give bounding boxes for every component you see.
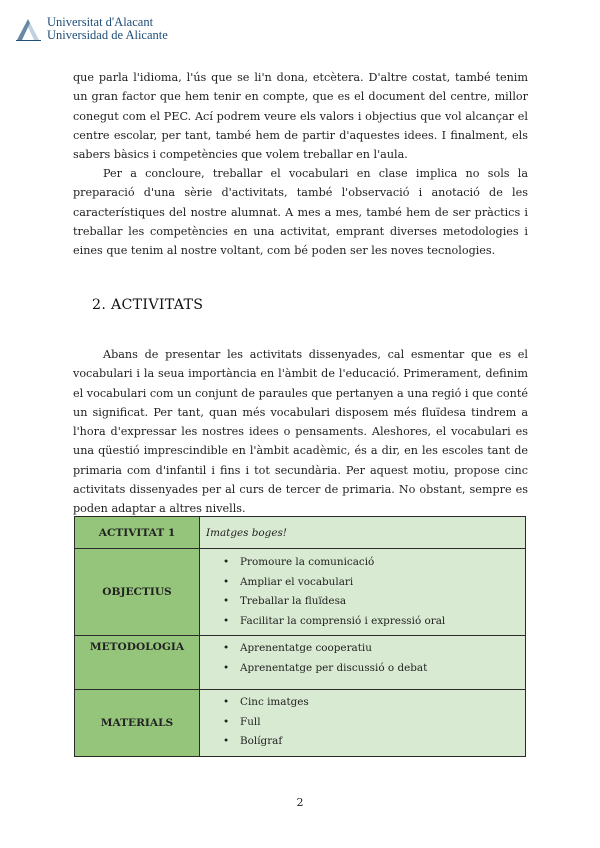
- university-name: [47, 16, 168, 42]
- materials-cell: [200, 690, 526, 757]
- university-name-line1: Universitat d'Alacant: [47, 15, 154, 29]
- paragraph-intro-continuation: que parla l'idioma, l'ús que se li'n dona, etcètera. D'altre costat, també tenim un gran factor que hem tenir en compte, que es el document del centre, millor conegut com el PEC. Ací podrem veure els valors i objectius que vol alcançar el centre escolar, per tant, també hem de partir d'aquestes idees. I finalment, els sabers bàsics i competències que volem treballar en l'aula.: [73, 71, 528, 162]
- label-metodologia: METODOLOGIA: [75, 636, 200, 690]
- university-name-line2: Universidad de Alicante: [47, 28, 168, 42]
- list-item: • Full: [206, 713, 525, 733]
- list-item: • Facilitar la comprensió i expressió oral: [206, 612, 525, 632]
- table-row-metodologia: [75, 636, 526, 690]
- label-objectius: OBJECTIUS: [75, 549, 200, 636]
- list-item: • Ampliar el vocabulari: [206, 573, 525, 593]
- university-logo-icon: [14, 14, 44, 44]
- label-materials: MATERIALS: [75, 690, 200, 757]
- table-row-materials: [75, 690, 526, 757]
- list-item: • Aprenentatge cooperatiu: [206, 639, 525, 659]
- table-row-objectius: [75, 549, 526, 636]
- page-header: [14, 12, 168, 46]
- activity-table: [74, 516, 526, 757]
- objectius-list: [206, 553, 525, 631]
- list-item: • Treballar la fluïdesa: [206, 592, 525, 612]
- list-item: • Cinc imatges: [206, 693, 525, 713]
- label-activitat: ACTIVITAT 1: [75, 517, 200, 549]
- paragraph-activities-intro: Abans de presentar les activitats dissenyades, cal esmentar que es el vocabulari i la seua importància en l'àmbit de l'educació. Primerament, definim el vocabulari com un conjunt de paraules que pertanyen a una regió i que conté un significat. Per tant, quan més vocabulari disposem més fluïdesa tindrem a l'hora d'expressar les nostres idees o pensaments. Aleshores, el vocabulari es una qüestió imprescindible en l'àmbit acadèmic, és a dir, en les escoles tant de primaria com d'infantil i fins i tot secundària. Per aquest motiu, propose cinc activitats dissenyades per al curs de tercer de primaria. No obstant, sempre es poden adaptar a altres nivells.: [73, 348, 528, 516]
- table-row-activitat: [75, 517, 526, 549]
- metodologia-cell: [200, 636, 526, 690]
- list-item: • Promoure la comunicació: [206, 553, 525, 573]
- activity-title: Imatges boges!: [200, 517, 526, 549]
- paragraph-conclusion: Per a concloure, treballar el vocabulari en clase implica no sols la preparació d'una sèrie d'activitats, també l'observació i anotació de les característiques del nostre alumnat. A mes a mes, també hem de ser pràctics i treballar les competències en una activitat, emprant diverses metodologies i eines que tenim al nostre voltant, com bé poden ser les noves tecnologies.: [73, 167, 528, 258]
- page-number: 2: [296, 796, 304, 809]
- section-heading: 2. ACTIVITATS: [92, 297, 204, 313]
- objectius-cell: [200, 549, 526, 636]
- list-item: • Bolígraf: [206, 732, 525, 752]
- list-item: • Aprenentatge per discussió o debat: [206, 659, 525, 679]
- metodologia-list: [206, 639, 525, 678]
- materials-list: [206, 693, 525, 752]
